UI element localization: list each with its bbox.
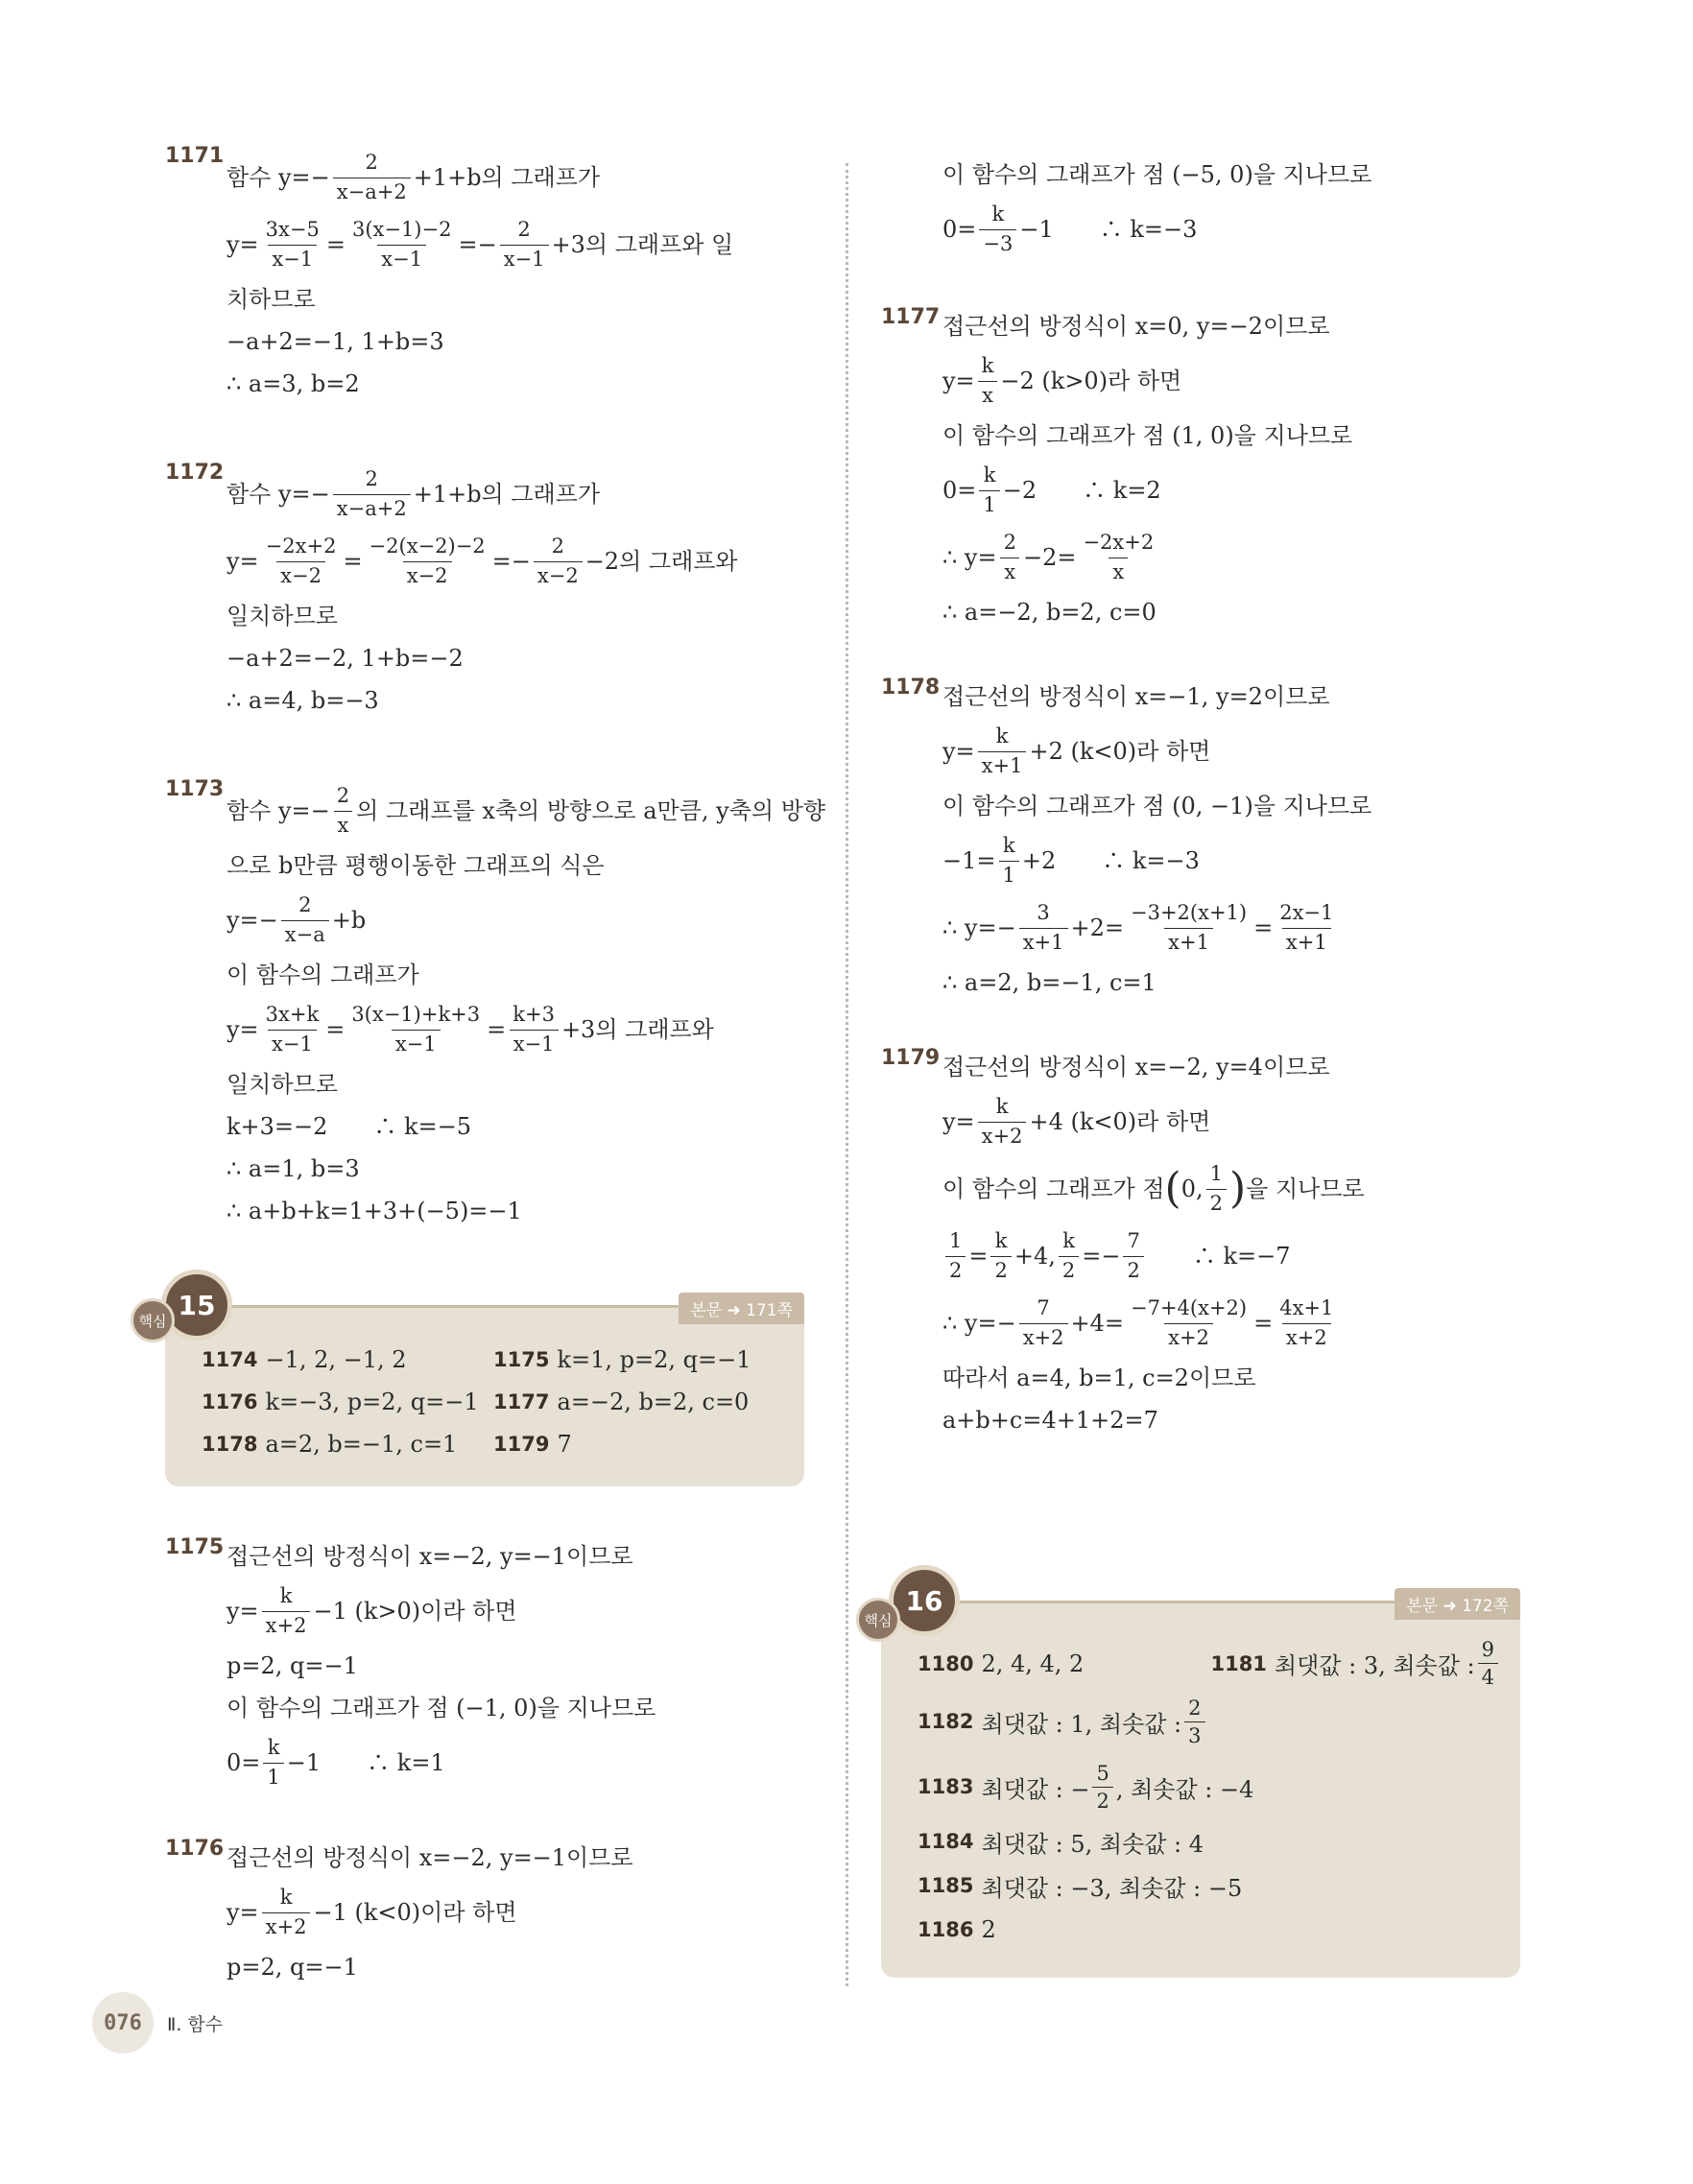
answer-item: 1174 −1, 2, −1, 2 <box>202 1346 407 1373</box>
problem-1172 <box>165 461 827 722</box>
solution-line: 치하므로 <box>227 285 316 313</box>
problem-1173 <box>165 777 827 1232</box>
answer-item: 1175 k=1, p=2, q=−1 <box>493 1346 751 1373</box>
solution-line: y= $\frac{3x-5}{x-1}$ = $\frac{3(x-1)-2}{x-1}$ =− $\frac{2}{x-1}$ +3의 그래프와 일 <box>227 218 734 271</box>
solution-line: ∴ a=3, b=2 <box>227 369 360 397</box>
solution-line: a+b+c=4+1+2=7 <box>942 1406 1158 1434</box>
answer-item: 1184 최댓값 : 5, 최솟값 : 4 <box>918 1830 1204 1858</box>
solution-line: y=− $\frac{2}{x-a}$ +b <box>227 893 367 946</box>
problem-number: 1172 <box>165 461 225 485</box>
solution-line: 이 함수의 그래프가 <box>227 961 419 988</box>
solution-line: ∴ y= $\frac{2}{x}$ −2= $\frac{-2x+2}{x}$ <box>942 531 1155 583</box>
solution-line: 으로 b만큼 평행이동한 그래프의 식은 <box>227 851 605 879</box>
answer-item: 1177 a=−2, b=2, c=0 <box>493 1389 750 1415</box>
problem-1175 <box>165 1535 827 1796</box>
solution-line: ∴ a=4, b=−3 <box>227 686 379 714</box>
answer-item: 1181 최댓값 : 3, 최솟값 : $\frac{9}{4}$ <box>1210 1638 1501 1689</box>
solution-line: y= $\frac{k}{x+2}$ −1 (k<0)이라 하면 <box>227 1886 517 1938</box>
problem-number: 1176 <box>165 1837 225 1861</box>
left-column <box>165 144 827 1288</box>
answer-item: 1179 7 <box>493 1431 572 1458</box>
problem-number: 1171 <box>165 144 225 168</box>
solution-line: −a+2=−1, 1+b=3 <box>227 327 444 355</box>
solution-line: k+3=−2 ∴ k=−5 <box>227 1112 472 1140</box>
solution-line: y= $\frac{k}{x+2}$ +4 (k<0)라 하면 <box>942 1095 1211 1148</box>
solution-line: 접근선의 방정식이 x=−2, y=−1이므로 <box>227 1542 633 1570</box>
answer-item: 1182 최댓값 : 1, 최솟값 : $\frac{2}{3}$ <box>918 1697 1208 1747</box>
solution-line: 0= $\frac{k}{-3}$ −1 ∴ k=−3 <box>942 202 1198 255</box>
solution-line: −1= $\frac{k}{1}$ +2 ∴ k=−3 <box>942 834 1200 887</box>
problem-1178 <box>881 676 1543 1004</box>
solution-line: ∴ y=− $\frac{7}{x+2}$ +4= $\frac{-7+4(x+2)}{x+2}$ = $\frac{4x+1}{x+2}$ <box>942 1296 1334 1349</box>
answer-item: 1186 2 <box>918 1916 996 1943</box>
answer-item: 1180 2, 4, 4, 2 <box>918 1650 1085 1677</box>
solution-line: p=2, q=−1 <box>227 1651 358 1679</box>
solution-line: 함수 y=− $\frac{2}{x-a+2}$ +1+b의 그래프가 <box>227 467 601 520</box>
answer-box-15 <box>138 1289 804 1486</box>
solution-line: 일치하므로 <box>227 602 338 629</box>
problem-1171 <box>165 144 827 405</box>
problem-number: 1179 <box>881 1046 941 1070</box>
solution-line: y= $\frac{k}{x+2}$ −1 (k>0)이라 하면 <box>227 1584 517 1637</box>
solution-line: ∴ y=− $\frac{3}{x+1}$ +2= $\frac{-3+2(x+1)}{x+1}$ = $\frac{2x-1}{x+1}$ <box>942 901 1334 954</box>
solution-line: 0= $\frac{k}{1}$ −2 ∴ k=2 <box>942 463 1161 516</box>
answer-box-16 <box>864 1584 1520 1978</box>
solution-line: 이 함수의 그래프가 점 ( 0, $\frac{1}{2}$ ) 을 지나므로 <box>942 1162 1365 1215</box>
chapter-label: Ⅱ. 함수 <box>167 2013 224 2035</box>
problem-number: 1173 <box>165 777 225 801</box>
left-column-lower <box>165 1535 827 2044</box>
solution-line: 이 함수의 그래프가 점 (1, 0)을 지나므로 <box>942 421 1353 449</box>
solution-line: y= $\frac{-2x+2}{x-2}$ = $\frac{-2(x-2)-2}{x-2}$ =− $\frac{2}{x-2}$ −2의 그래프와 <box>227 534 738 587</box>
core-tag: 핵심 <box>856 1598 900 1642</box>
problem-number: 1178 <box>881 676 941 700</box>
answer-item: 1178 a=2, b=−1, c=1 <box>202 1431 458 1458</box>
page-footer <box>92 1992 223 2053</box>
solution-line: 0= $\frac{k}{1}$ −1 ∴ k=1 <box>227 1736 445 1789</box>
problem-1176-continued <box>881 154 1543 263</box>
problem-1176 <box>165 1837 827 1988</box>
problem-number: 1175 <box>165 1535 225 1559</box>
section-badge: 15 <box>161 1270 232 1341</box>
page-number: 076 <box>92 1992 154 2053</box>
solution-line: $\frac{1}{2}$ = $\frac{k}{2}$ +4, $\frac{k}{2}$ =− $\frac{7}{2}$ ∴ k=−7 <box>942 1223 1543 1290</box>
solution-line: ∴ a=1, b=3 <box>227 1154 360 1182</box>
solution-line: ∴ a+b+k=1+3+(−5)=−1 <box>227 1197 522 1224</box>
textbook-page-ref: 본문 ➜ 172쪽 <box>1395 1588 1520 1620</box>
solution-line: 접근선의 방정식이 x=0, y=−2이므로 <box>942 312 1330 340</box>
answer-item: 1183 최댓값 : − $\frac{5}{2}$ , 최솟값 : −4 <box>918 1761 1254 1813</box>
solution-line: ∴ a=−2, b=2, c=0 <box>942 598 1156 626</box>
core-tag: 핵심 <box>131 1298 175 1342</box>
solution-line: 따라서 a=4, b=1, c=2이므로 <box>942 1364 1256 1391</box>
solution-line: y= $\frac{k}{x}$ −2 (k>0)라 하면 <box>942 354 1182 407</box>
solution-line: 접근선의 방정식이 x=−2, y=4이므로 <box>942 1053 1330 1080</box>
solution-line: 이 함수의 그래프가 점 (0, −1)을 지나므로 <box>942 792 1372 819</box>
solution-line: 접근선의 방정식이 x=−1, y=2이므로 <box>942 682 1330 710</box>
solution-line: 이 함수의 그래프가 점 (−5, 0)을 지나므로 <box>942 160 1372 188</box>
solution-line: 접근선의 방정식이 x=−2, y=−1이므로 <box>227 1843 633 1871</box>
solution-line: 이 함수의 그래프가 점 (−1, 0)을 지나므로 <box>227 1694 656 1721</box>
solution-line: p=2, q=−1 <box>227 1953 358 1981</box>
solution-line: −a+2=−2, 1+b=−2 <box>227 644 464 672</box>
solution-line: ∴ a=2, b=−1, c=1 <box>942 968 1156 996</box>
textbook-page-ref: 본문 ➜ 171쪽 <box>679 1293 804 1324</box>
solution-line: 일치하므로 <box>227 1070 338 1098</box>
answer-item: 1185 최댓값 : −3, 최솟값 : −5 <box>918 1874 1243 1902</box>
problem-number: 1177 <box>881 305 941 329</box>
solution-line: 함수 y=− $\frac{2}{x}$ 의 그래프를 x축의 방향으로 a만큼, y축의 방향 <box>227 784 826 837</box>
section-badge: 16 <box>889 1565 960 1636</box>
problem-1179 <box>881 1046 1543 1441</box>
solution-line: y= $\frac{3x+k}{x-1}$ = $\frac{3(x-1)+k+3}{x-1}$ = $\frac{k+3}{x-1}$ +3의 그래프와 <box>227 1003 714 1056</box>
answer-item: 1176 k=−3, p=2, q=−1 <box>202 1389 479 1415</box>
solution-line: 함수 y=− $\frac{2}{x-a+2}$ +1+b의 그래프가 <box>227 151 601 203</box>
problem-1177 <box>881 305 1543 633</box>
right-column <box>881 154 1543 1497</box>
solution-line: y= $\frac{k}{x+1}$ +2 (k<0)라 하면 <box>942 724 1211 777</box>
column-divider <box>846 163 848 1986</box>
